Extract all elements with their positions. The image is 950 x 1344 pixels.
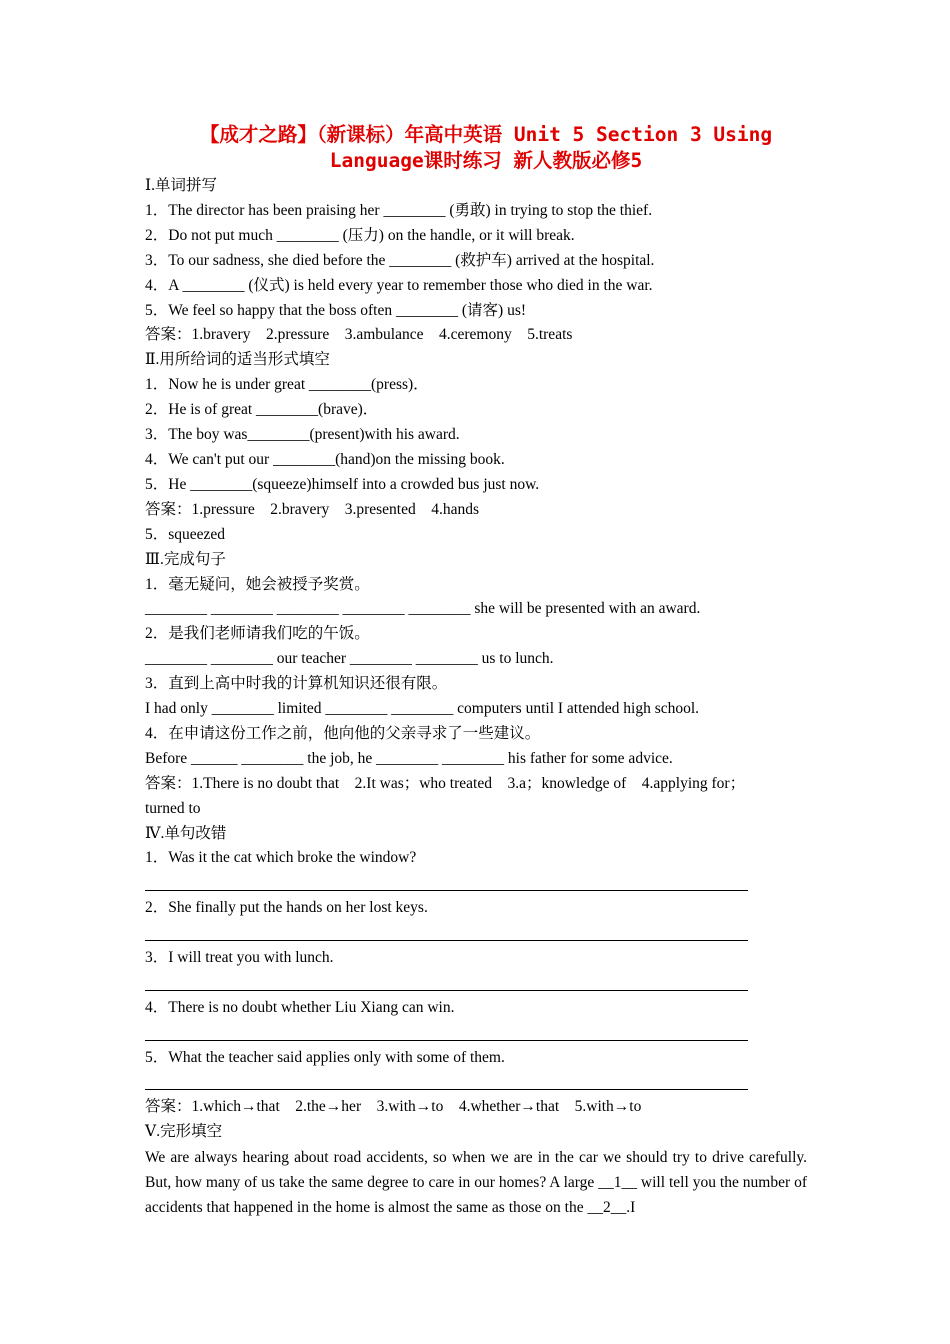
answer-line	[145, 1071, 807, 1096]
sec1-item-4: 4．A ________ (仪式) is held every year to remember those who died in the war.	[145, 276, 653, 294]
sec2-answer-cont: 5．squeezed	[145, 525, 226, 543]
sec4-item-4: 4．There is no doubt whether Liu Xiang can win.	[145, 998, 455, 1016]
sec4-item-1: 1．Was it the cat which broke the window?	[145, 849, 417, 867]
answer-line	[145, 971, 807, 996]
document-page	[145, 122, 807, 1220]
sec2-answer: 答案：1.pressure 2.bravery 3.presented 4.hands	[145, 500, 480, 518]
sec1-answer: 答案：1.bravery 2.pressure 3.ambulance 4.ceremony 5.treats	[145, 326, 573, 344]
sec4-answer: 答案：1.which→that 2.the→her 3.with→to 4.whether→that 5.with→to	[145, 1098, 642, 1116]
title-line-1: 【成才之路】（新课标）年高中英语 Unit 5 Section 3 Using	[199, 123, 773, 146]
section-3-heading: Ⅲ.完成句子	[145, 550, 226, 568]
section-1-heading: Ⅰ.单词拼写	[145, 177, 217, 194]
section-2-heading: Ⅱ.用所给词的适当形式填空	[145, 351, 330, 369]
sec3-item-8: Before ______ ________ the job, he ________ ________ his father for some advice.	[145, 749, 673, 767]
sec3-item-3: 2．是我们老师请我们吃的午饭。	[145, 625, 370, 643]
sec3-answer: 答案：1.There is no doubt that 2.It was；who treated 3.a；knowledge of 4.applying for；	[145, 774, 746, 792]
document-title	[135, 122, 837, 174]
sec1-item-5: 5．We feel so happy that the boss often ________ (请客) us!	[145, 301, 527, 319]
sec3-answer-cont: turned to	[145, 799, 201, 817]
sec3-item-6: I had only ________ limited ________ ________ computers until I attended high school.	[145, 700, 700, 718]
sec4-item-3: 3．I will treat you with lunch.	[145, 949, 334, 967]
sec2-item-1: 1．Now he is under great ________(press)．	[145, 376, 429, 394]
sec1-item-2: 2．Do not put much ________ (压力) on the handle, or it will break.	[145, 226, 575, 244]
sec3-item-5: 3．直到上高中时我的计算机知识还很有限。	[145, 675, 448, 693]
sec3-item-1: 1．毫无疑问，她会被授予奖赏。	[145, 575, 370, 593]
answer-line	[145, 1021, 807, 1046]
sec1-item-1: 1．The director has been praising her ________ (勇敢) in trying to stop the thief.	[145, 201, 653, 219]
cloze-paragraph: We are always hearing about road accidents, so when we are in the car we should try to drive carefully. But, how many of us take the same degree to care in our homes? A large __1__ will tell you the number of accidents that happened in the home is almost the same as those on the __2__.I	[145, 1149, 807, 1217]
sec4-item-2: 2．She finally put the hands on her lost keys.	[145, 899, 428, 917]
sec1-item-3: 3．To our sadness, she died before the ________ (救护车) arrived at the hospital.	[145, 251, 655, 269]
title-line-2: Language课时练习 新人教版必修5	[329, 149, 643, 172]
sec3-item-4: ________ ________ our teacher ________ ________ us to lunch.	[145, 650, 554, 668]
sec3-item-2: ________ ________ ________ ________ ________ she will be presented with an award.	[145, 600, 701, 618]
sec2-item-4: 4．We can't put our ________(hand)on the missing book.	[145, 450, 505, 468]
answer-line	[145, 921, 807, 946]
answer-line	[145, 871, 807, 896]
sec2-item-3: 3．The boy was________(present)with his award.	[145, 426, 460, 444]
sec2-item-5: 5．He ________(squeeze)himself into a crowded bus just now.	[145, 475, 540, 493]
section-5-heading: Ⅴ.完形填空	[145, 1123, 223, 1141]
section-4-heading: Ⅳ.单句改错	[145, 824, 227, 842]
sec3-item-7: 4．在申请这份工作之前，他向他的父亲寻求了一些建议。	[145, 724, 541, 742]
sec4-item-5: 5．What the teacher said applies only with some of them.	[145, 1048, 505, 1066]
sec2-item-2: 2．He is of great ________(brave)．	[145, 401, 379, 419]
